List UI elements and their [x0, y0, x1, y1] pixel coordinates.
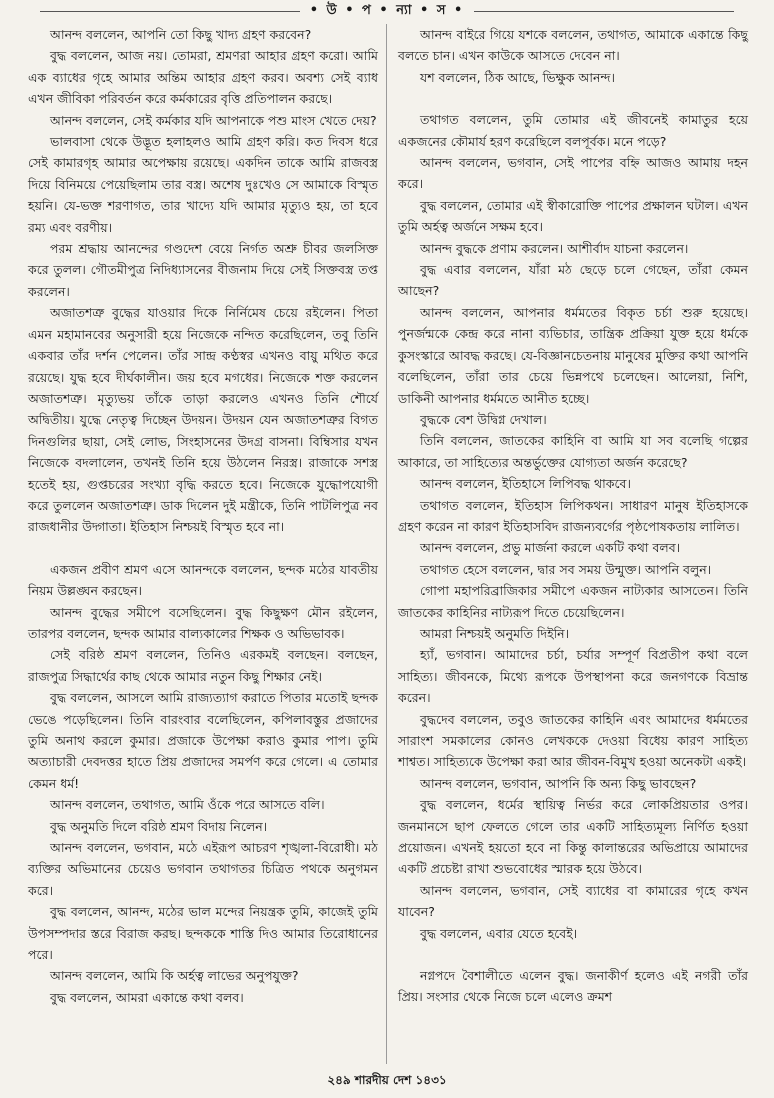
header-rule-right — [474, 11, 734, 12]
paragraph: আনন্দ বুদ্ধের সমীপে বসেছিলেন। বুদ্ধ কিছুক্ষণ মৌন রইলেন, তারপর বললেন, ছন্দক আমার বাল্যকালের শিক্ষক ও অভিভাবক। — [28, 604, 378, 641]
paragraph: আনন্দ বুদ্ধকে প্রণাম করলেন। আশীর্বাদ যাচনা করলেন। — [420, 240, 689, 256]
paragraph: পরম শ্রদ্ধায় আনন্দের গণ্ডদেশ বেয়ে নির্গত অশ্রু চীবর জলসিক্ত করে তুলল। গৌতমীপুত্র নিদিধ্যাসনের বীজনাম দিয়ে সেই সিক্তবস্ত্র তপ্ত করলেন। — [28, 241, 378, 299]
paragraph: আনন্দ বললেন, ভগবান, আপনি কি অন্য কিছু ভাবছেন? — [420, 775, 697, 791]
paragraph: বুদ্ধ বললেন, তোমার এই স্বীকারোক্তি পাপের প্রক্ষালন ঘটাল। এখন তুমি অর্হত্ব অর্জনে সক্ষম হবে। — [398, 197, 748, 235]
paragraph: বুদ্ধ অনুমতি দিলে বরিষ্ঠ শ্রমণ বিদায় নিলেন। — [50, 818, 268, 834]
paragraph: নগ্নপদে বৈশালীতে এলেন বুদ্ধ। জনাকীর্ণ হলেও এই নগরী তাঁর প্রিয়। সংসার থেকে নিজে চলে এলেও ক্রমশ — [398, 968, 748, 1005]
paragraph: তথাগত বললেন, ইতিহাস লিপিকথন। সাধারণ মানুষ ইতিহাসকে গ্রহণ করেন না কারণ ইতিহাসবিদ রাজন্যবর্গের পৃষ্ঠপোষকতায় লালিত। — [398, 497, 748, 534]
paragraph: আনন্দ বললেন, ভগবান, সেই ব্যাধের বা কামারের গৃহে কখন যাবেন? — [398, 882, 748, 920]
left-column — [28, 24, 378, 1008]
paragraph: বুদ্ধ বললেন, আমরা একান্তে কথা বলব। — [50, 989, 244, 1005]
paragraph: হ্যাঁ, ভগবান। আমাদের চর্চা, চর্যার সম্পূর্ণ বিপ্রতীপ কথা বলে সাহিত্য। জীবনকে, মিথ্যে রূপকে উপস্থাপনা করে জনগণকে বিভ্রান্ত করেন। — [398, 647, 748, 706]
page-header — [0, 2, 774, 20]
paragraph: তথাগত হেসে বললেন, দ্বার সব সময় উন্মুক্ত। আপনি বলুন। — [420, 561, 712, 577]
paragraph: আনন্দ বললেন, ভগবান, মঠে এইরূপ আচরণ শৃঙ্খলা-বিরোধী। মঠ ব্যক্তির অভিমানের চেয়েও ভগবান তথাগতর চিত্রিত পথকে অনুগমন করে। — [28, 840, 378, 898]
paragraph: বুদ্ধ বললেন, এবার যেতে হবেই। — [420, 925, 578, 941]
paragraph: আমরা নিশ্চয়ই অনুমতি দিইনি। — [420, 625, 570, 641]
paragraph: যশ বললেন, ঠিক আছে, ভিক্ষুক আনন্দ। — [420, 69, 615, 85]
paragraph: তথাগত বললেন, তুমি তোমার এই জীবনেই কামাতুর হয়ে একজনের কৌমার্য হরণ করেছিলে বলপূর্বক। মনে পড়ে? — [398, 112, 748, 149]
paragraph: আনন্দ বললেন, আমি কি অর্হত্ব লাভের অনুপযুক্ত? — [50, 968, 299, 984]
paragraph: একজন প্রবীণ শ্রমণ এসে আনন্দকে বললেন, ছন্দক মঠের যাবতীয় নিয়ম উল্লঙ্ঘন করছেন। — [28, 561, 378, 599]
paragraph: গোপা মহাপরিব্রাজিকার সমীপে একজন নাট্যকার আসতেন। তিনি জাতকের কাহিনির নাট্যরূপ দিতে চেয়েছিলেন। — [398, 583, 748, 620]
paragraph: বুদ্ধ এবার বললেন, যাঁরা মঠ ছেড়ে চলে গেছেন, তাঁরা কেমন আছেন? — [398, 262, 748, 299]
paragraph: বুদ্ধ বললেন, আজ নয়। তোমরা, শ্রমণরা আহার গ্রহণ করো। আমি এক ব্যাধের গৃহে আমার অন্তিম আহার গ্রহণ করব। অবশ্য সেই ব্যাধ এখন জীবিকা পরিবর্তন করে কর্মকারের বৃত্তি প্রতিপালন করছে। — [28, 48, 378, 107]
section-title: • উ • প • ন্যা • স • — [309, 2, 465, 18]
paragraph: বুদ্ধ বললেন, আসলে আমি রাজ্যত্যাগ করাতে পিতার মতোই ছন্দক ভেঙে পড়েছিলেন। তিনি বারংবার বলেছিলেন, কপিলাবস্তুর প্রজাদের তুমি অনাথ করলে কুমার। প্রজাকে উপেক্ষা করাও কুমার পাপ। তুমি অত্যাচারী দেবদত্তর হাতে প্রিয় প্রজাদের সমর্পণ করে গেলে। এ তোমার কেমন ধর্ম! — [28, 690, 378, 791]
paragraph: বুদ্ধকে বেশ উদ্বিগ্ন দেখাল। — [420, 411, 547, 427]
paragraph: আনন্দ বললেন, ভগবান, সেই পাপের বহ্নি আজও আমায় দহন করে। — [398, 155, 748, 192]
header-rule-left — [40, 11, 300, 12]
paragraph: আনন্দ বললেন, আপনার ধর্মমতের বিকৃত চর্চা শুরু হয়েছে। পুনর্জন্মকে কেন্দ্র করে নানা ব্যভিচার, তান্ত্রিক প্রক্রিয়া যুক্ত হয়ে ধর্মকে কুসংস্কারে আবদ্ধ করছে। যে-বিজ্ঞানচেতনায় মানুষের মুক্তির কথা আপনি বলেছিলেন, তাঁরা তার চেয়ে ভিন্নপথে চলেছেন। আলেয়া, নিশি, ডাকিনী আপনার ধর্মমতে আনীত হচ্ছে। — [398, 304, 748, 406]
paragraph: বুদ্ধ বললেন, ধর্মের স্থায়িত্ব নির্ভর করে লোকপ্রিয়তার ওপর। জনমানসে ছাপ ফেলতে গেলে তার একটি সাহিত্যমূল্য নির্ণিত হওয়া প্রয়োজন। এখনই হয়তো হবে না কিন্তু কালান্তরের অভিপ্রায়ে আমাদের একটি প্রচেষ্টা রাখা শুভবোধের স্মারক হয়ে উঠবে। — [398, 797, 748, 877]
paragraph: ভালবাসা থেকে উদ্ভূত হলাহলও আমি গ্রহণ করি। কত দিবস ধরে সেই কামারগৃহ আমার অপেক্ষায় রয়েছে। একদিন তাকে আমি রাজবস্ত্র দিয়ে বিনিময়ে পেয়েছিলাম তার বস্ত্র। অশেষ দুঃখেও সে আমাকে বিস্মৃত হয়নি। যে-ভক্ত শরণাগত, তার খাদ্যে যদি আমার মৃত্যুও হয়, তা হবে রম্য এবং বরণীয়। — [28, 134, 378, 235]
paragraph: আনন্দ বললেন, তথাগত, আমি ওঁকে পরে আসতে বলি। — [50, 797, 325, 813]
paragraph: আনন্দ বললেন, আপনি তো কিছু খাদ্য গ্রহণ করবেন? — [50, 27, 312, 42]
paragraph: তিনি বললেন, জাতকের কাহিনি বা আমি যা সব বলেছি গল্পের আকারে, তা সাহিত্যের অন্তর্ভুক্তের যোগ্যতা অর্জন করেছে? — [398, 433, 748, 470]
page-footer: ২৪৯ শারদীয় দেশ ১৪৩১ — [327, 1073, 447, 1087]
column-divider — [386, 24, 387, 1064]
paragraph: অজাতশত্রু বুদ্ধের যাওয়ার দিকে নির্নিমেষ চেয়ে রইলেন। পিতা এমন মহামানবের অনুসারী হয়ে নিজেকে নন্দিত করেছিলেন, তবু তিনি একবার তাঁর দর্শন পেলেন। তাঁর সান্দ্র কণ্ঠস্বর এখনও বায়ু মথিত করে রয়েছে। যুদ্ধ হবে দীর্ঘকালীন। জয় হবে মগধের। নিজেকে শক্ত করলেন অজাতশত্রু। মৃত্যুভয় তাঁকে তাড়া করলেও এখনও তিনি শৌর্যে অদ্বিতীয়। যুদ্ধে নেতৃত্ব দিচ্ছেন উদয়ন। উদয়ন যেন অজাতশত্রুর বিগত দিনগুলির ছায়া, সেই লোভ, সিংহাসনের উদগ্র বাসনা। বিম্বিসার যখন নিজেকে বদলালেন, তখনই তিনি হয়ে উঠলেন নিরস্ত্র। রাজাকে সশস্ত্র হতেই হয়, গুপ্তচরের সংখ্যা বৃদ্ধি করতে হবে। নিজেকে যুদ্ধোপযোগী করে তুললেন অজাতশত্রু। ডাক দিলেন দুই মন্ত্রীকে, তিনি পাটলিপুত্র নব রাজধানীর উদ্গাতা। ইতিহাস নিশ্চয়ই বিস্মৃত হবে না। — [28, 305, 378, 535]
paragraph: বুদ্ধদেব বললেন, তবুও জাতকের কাহিনি এবং আমাদের ধর্মমতের সারাংশ সমকালের কোনও লেখককে দেওয়া বিধেয় কারণ সাহিত্য শাশ্বত। সাহিত্যকে উপেক্ষা করা আর জীবন-বিমুখ হওয়া অনেকটা একই। — [398, 711, 748, 770]
paragraph: আনন্দ বললেন, ইতিহাসে লিপিবদ্ধ থাকবে। — [420, 476, 631, 492]
paragraph: আনন্দ বললেন, প্রভু মার্জনা করলে একটি কথা বলব। — [420, 540, 681, 556]
paragraph: আনন্দ বাইরে গিয়ে যশকে বললেন, তথাগত, আমাকে একান্তে কিছু বলতে চান। এখন কাউকে আসতে দেবেন না। — [398, 27, 748, 64]
paragraph: সেই বরিষ্ঠ শ্রমণ বললেন, তিনিও এরকমই বলছেন। বলছেন, রাজপুত্র সিদ্ধার্থের কাছ থেকে আমার নতুন কিছু শিক্ষার নেই। — [28, 647, 378, 684]
paragraph: আনন্দ বললেন, সেই কর্মকার যদি আপনাকে পশু মাংস খেতে দেয়? — [50, 112, 377, 128]
paragraph: বুদ্ধ বললেন, আনন্দ, মঠের ভাল মন্দের নিয়ন্ত্রক তুমি, কাজেই তুমি উপসম্পদার স্তরে বিরাজ করছ। ছন্দককে শাস্তি দিও আমার তিরোধানের পরে। — [28, 904, 378, 963]
right-column — [398, 24, 748, 1008]
